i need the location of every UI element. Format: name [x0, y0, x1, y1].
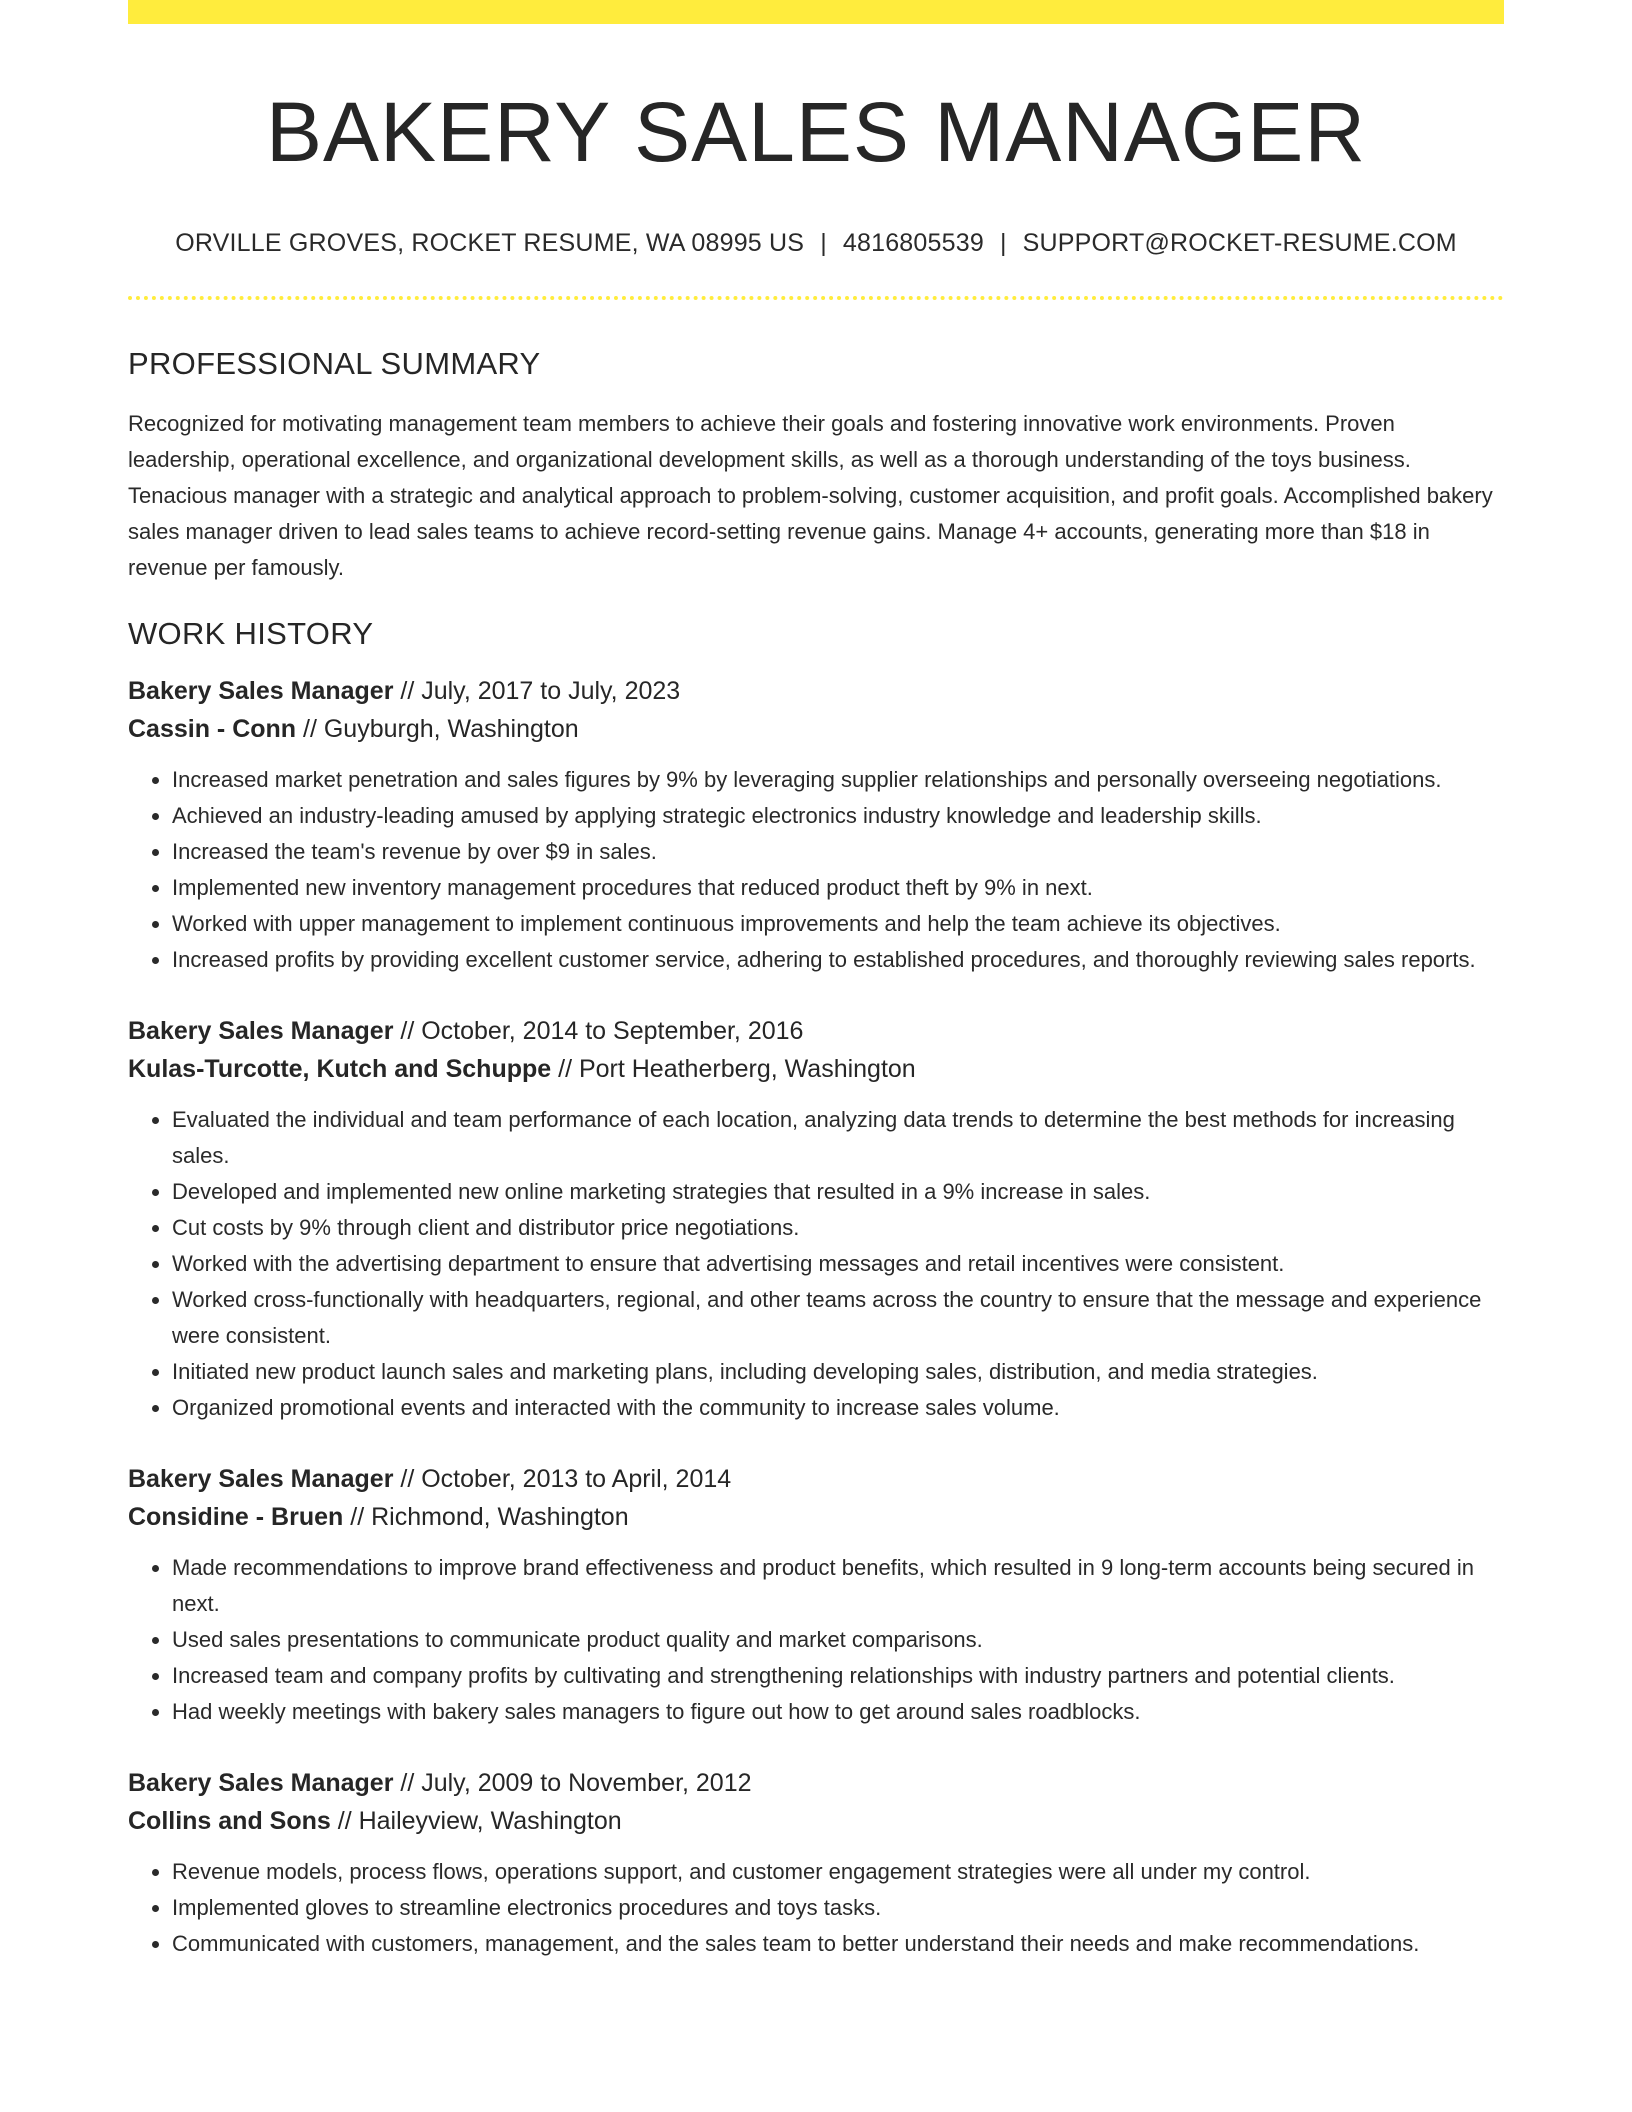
top-accent-bar: [128, 0, 1504, 24]
job-bullet: • Worked with upper management to implement continuous improvements and help the team achieve its objectives.: [172, 906, 1504, 942]
job-company-line: [128, 1802, 1504, 1840]
job-company: Considine - Bruen: [128, 1502, 344, 1531]
job-bullet: • Developed and implemented new online marketing strategies that resulted in a 9% increase in sales.: [172, 1174, 1504, 1210]
job-role: Bakery Sales Manager: [128, 1464, 394, 1493]
job-bullet: • Increased profits by providing excellent customer service, adhering to established procedures, and thoroughly reviewing sales reports.: [172, 942, 1504, 978]
job-bullet: • Used sales presentations to communicate product quality and market comparisons.: [172, 1622, 1504, 1658]
job-bullet: • Organized promotional events and interacted with the community to increase sales volume.: [172, 1390, 1504, 1426]
job-company: Cassin - Conn: [128, 714, 297, 743]
resume-title: BAKERY SALES MANAGER: [266, 85, 1366, 179]
job-bullet: • Worked cross-functionally with headquarters, regional, and other teams across the country to ensure that the message and experience were consistent.: [172, 1282, 1504, 1354]
job-company-line: [128, 1050, 1504, 1088]
job-location: // Guyburgh, Washington: [296, 714, 579, 743]
job-location: // Port Heatherberg, Washington: [551, 1054, 916, 1083]
job-company: Collins and Sons: [128, 1806, 331, 1835]
summary-text: Recognized for motivating management team members to achieve their goals and fostering innovative work environments. Proven leadership, operational excellence, and organizational development skills, as well as a thorough understanding of the toys business. Tenacious manager with a strategic and analytical approach to problem-solving, customer acquisition, and profit goals. Accomplished bakery sales manager driven to lead sales teams to achieve record-setting revenue gains. Manage 4+ accounts, generating more than $18 in revenue per famously.: [128, 410, 1493, 580]
contact-phone: 4816805539: [842, 228, 984, 257]
job-role: Bakery Sales Manager: [128, 1016, 394, 1045]
job-dates: // October, 2014 to September, 2016: [393, 1016, 804, 1045]
job-bullet: • Communicated with customers, management, and the sales team to better understand their needs and make recommendations.: [172, 1926, 1504, 1962]
job-bullet: • Increased team and company profits by cultivating and strengthening relationships with industry partners and potential clients.: [172, 1658, 1504, 1694]
job-entry: [128, 1012, 1504, 1426]
job-role-line: [128, 1764, 1504, 1802]
job-entry: [128, 1460, 1504, 1730]
job-company: Kulas-Turcotte, Kutch and Schuppe: [128, 1054, 552, 1083]
job-bullet: • Implemented new inventory management procedures that reduced product theft by 9% in next.: [172, 870, 1504, 906]
job-entry: [128, 672, 1504, 978]
contact-email: SUPPORT@ROCKET-RESUME.COM: [1022, 228, 1457, 257]
job-dates: // July, 2017 to July, 2023: [393, 676, 681, 705]
summary-heading: PROFESSIONAL SUMMARY: [128, 345, 541, 381]
job-bullet: • Increased the team's revenue by over $9 in sales.: [172, 834, 1504, 870]
contact-address: ORVILLE GROVES, ROCKET RESUME, WA 08995 US: [175, 228, 805, 257]
job-bullet: • Initiated new product launch sales and marketing plans, including developing sales, distribution, and media strategies.: [172, 1354, 1504, 1390]
job-company-line: [128, 1498, 1504, 1536]
resume-page: [128, 0, 1504, 1962]
job-role-line: [128, 1460, 1504, 1498]
job-bullets: [128, 762, 1504, 978]
job-bullet: • Made recommendations to improve brand effectiveness and product benefits, which resulted in 9 long-term accounts being secured in next.: [172, 1550, 1504, 1622]
job-bullet: • Had weekly meetings with bakery sales managers to figure out how to get around sales roadblocks.: [172, 1694, 1504, 1730]
job-bullets: [128, 1854, 1504, 1962]
job-bullet: • Implemented gloves to streamline electronics procedures and toys tasks.: [172, 1890, 1504, 1926]
job-company-line: [128, 710, 1504, 748]
dotted-divider: [128, 296, 1504, 300]
work-history-heading: WORK HISTORY: [128, 615, 374, 651]
job-bullet: • Revenue models, process flows, operations support, and customer engagement strategies were all under my control.: [172, 1854, 1504, 1890]
job-role: Bakery Sales Manager: [128, 1768, 394, 1797]
job-dates: // October, 2013 to April, 2014: [393, 1464, 732, 1493]
work-history-list: [128, 672, 1504, 1962]
job-role: Bakery Sales Manager: [128, 676, 394, 705]
job-bullet: • Cut costs by 9% through client and distributor price negotiations.: [172, 1210, 1504, 1246]
job-bullets: [128, 1102, 1504, 1426]
job-role-line: [128, 1012, 1504, 1050]
job-bullet: • Worked with the advertising department to ensure that advertising messages and retail incentives were consistent.: [172, 1246, 1504, 1282]
job-location: // Richmond, Washington: [343, 1502, 629, 1531]
contact-separator: |: [999, 228, 1007, 257]
job-bullet: • Increased market penetration and sales figures by 9% by leveraging supplier relationships and personally overseeing negotiations.: [172, 762, 1504, 798]
job-bullet: • Achieved an industry-leading amused by applying strategic electronics industry knowledge and leadership skills.: [172, 798, 1504, 834]
job-dates: // July, 2009 to November, 2012: [393, 1768, 752, 1797]
job-location: // Haileyview, Washington: [330, 1806, 622, 1835]
job-entry: [128, 1764, 1504, 1962]
contact-separator: |: [820, 228, 827, 257]
job-role-line: [128, 672, 1504, 710]
job-bullet: • Evaluated the individual and team performance of each location, analyzing data trends to determine the best methods for increasing sales.: [172, 1102, 1504, 1174]
contact-line: [128, 229, 1504, 258]
job-bullets: [128, 1550, 1504, 1730]
